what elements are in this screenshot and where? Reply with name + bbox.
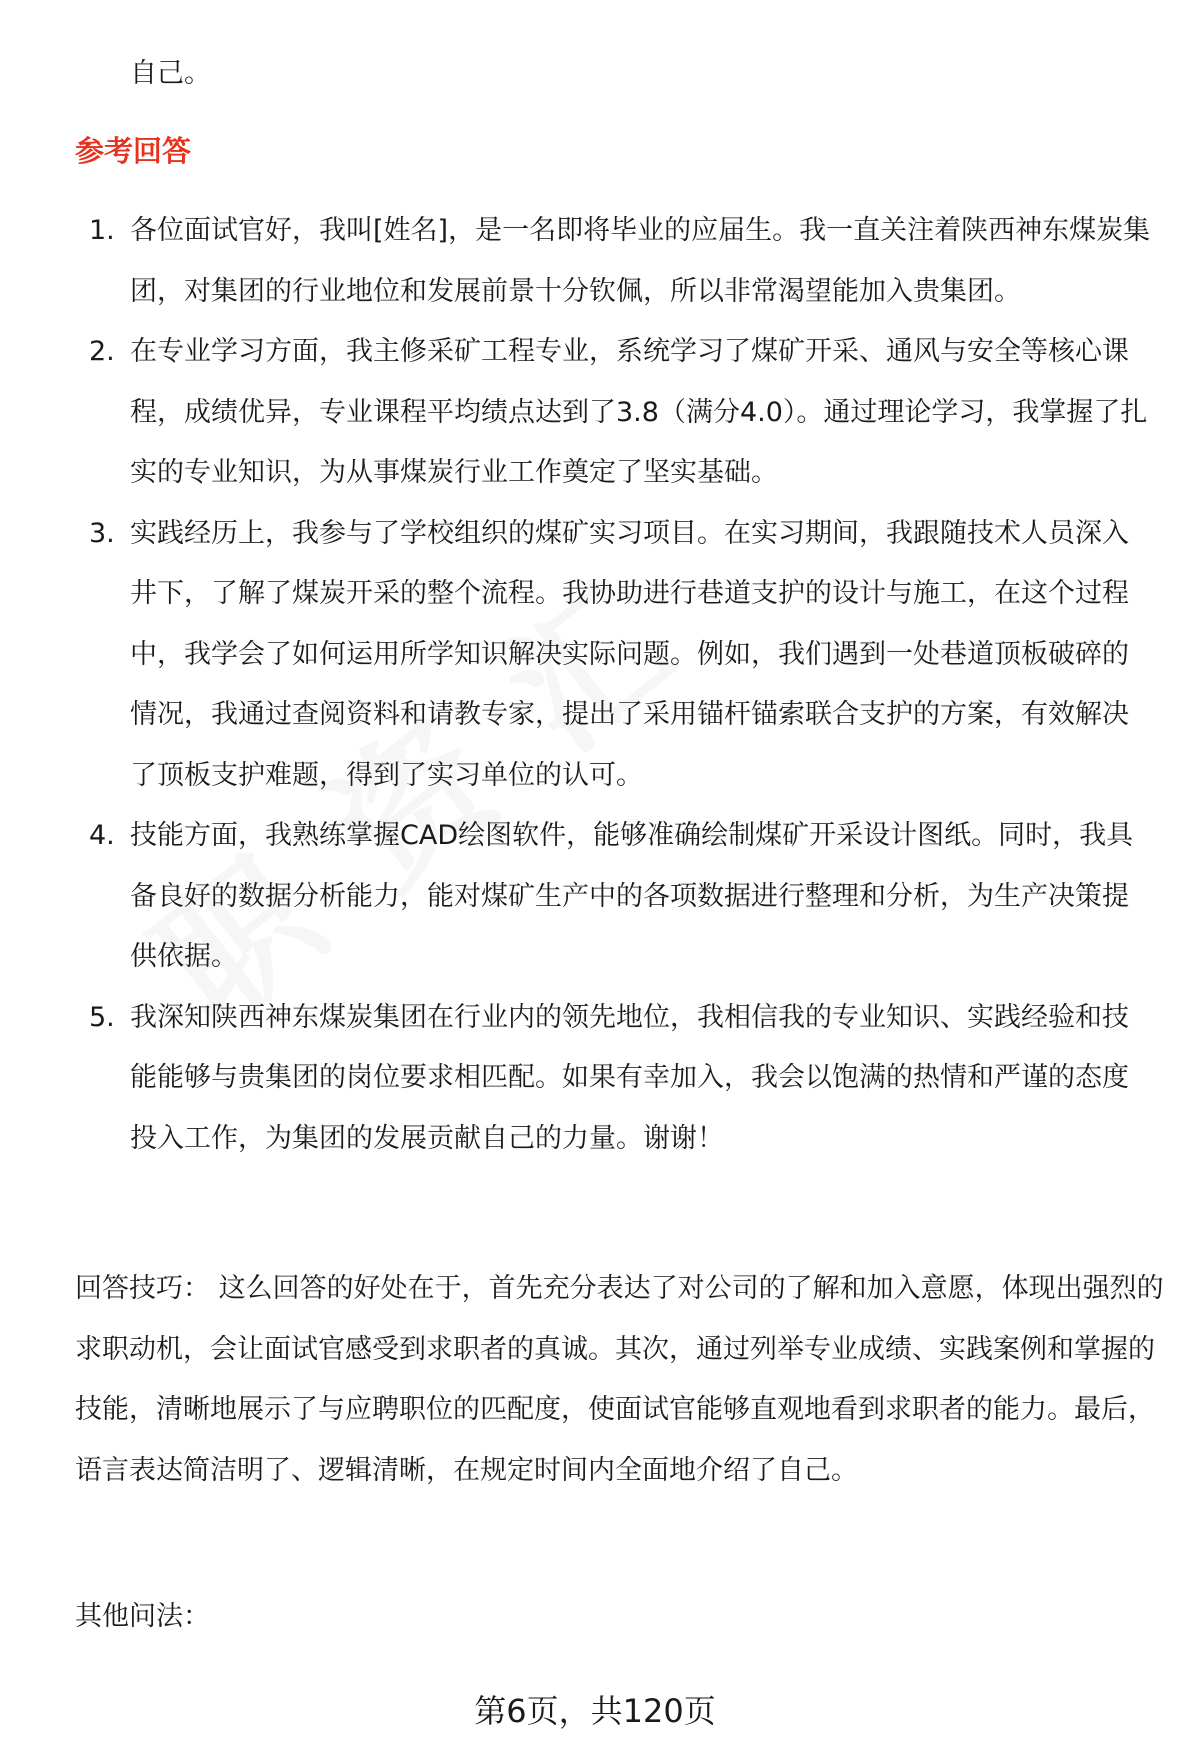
item-number: 1.: [89, 215, 115, 246]
answer-item-5: [75, 988, 1155, 1170]
continuation-text: 自己。: [130, 58, 211, 89]
item-number: 2.: [89, 336, 115, 367]
item-text: 技能方面，我熟练掌握CAD绘图软件，能够准确绘制煤矿开采设计图纸。同时，我具备良好的数据分析能力，能对煤矿生产中的各项数据进行整理和分析，为生产决策提供依据。: [130, 820, 1134, 972]
answer-list: [75, 201, 1155, 1169]
answer-item-4: [75, 806, 1155, 988]
page-footer: 第6页，共120页: [474, 1692, 716, 1730]
item-text: 我深知陕西神东煤炭集团在行业内的领先地位，我相信我的专业知识、实践经验和技能能够与贵集团的岗位要求相匹配。如果有幸加入，我会以饱满的热情和严谨的态度投入工作，为集团的发展贡献自己的力量。谢谢！: [130, 1001, 1129, 1154]
item-text: 各位面试官好，我叫[姓名]，是一名即将毕业的应届生。我一直关注着陕西神东煤炭集团，对集团的行业地位和发展前景十分钦佩，所以非常渴望能加入贵集团。: [130, 215, 1151, 307]
item-number: 5.: [89, 1001, 115, 1033]
answer-item-1: [75, 201, 1155, 322]
answer-tips: 回答技巧： 这么回答的好处在于，首先充分表达了对公司的了解和加入意愿，体现出强烈的求职动机，会让面试官感受到求职者的真诚。其次，通过列举专业成绩、实践案例和掌握的技能，清晰地展示了与应聘职位的匹配度，使面试官能够直观地看到求职者的能力。最后，语言表达简洁明了、逻辑清晰，在规定时间内全面地介绍了自己。: [75, 1273, 1164, 1486]
answer-item-2: [75, 322, 1155, 504]
item-text: 实践经历上，我参与了学校组织的煤矿实习项目。在实习期间，我跟随技术人员深入井下，了解了煤炭开采的整个流程。我协助进行巷道支护的设计与施工，在这个过程中，我学会了如何运用所学知识解决实际问题。例如，我们遇到一处巷道顶板破碎的情况，我通过查阅资料和请教专家，提出了采用锚杆锚索联合支护的方案，有效解决了顶板支护难题，得到了实习单位的认可。: [130, 517, 1129, 791]
item-number: 4.: [89, 820, 115, 851]
answer-item-3: [75, 504, 1155, 807]
item-number: 3.: [89, 517, 115, 549]
other-questions-label: 其他问法：: [75, 1601, 210, 1632]
section-heading: 参考回答: [75, 134, 192, 168]
item-text: 在专业学习方面，我主修采矿工程专业，系统学习了煤矿开采、通风与安全等核心课程，成绩优异，专业课程平均绩点达到了3.8（满分4.0）。通过理论学习，我掌握了扎实的专业知识，为从事煤炭行业工作奠定了坚实基础。: [130, 336, 1148, 488]
